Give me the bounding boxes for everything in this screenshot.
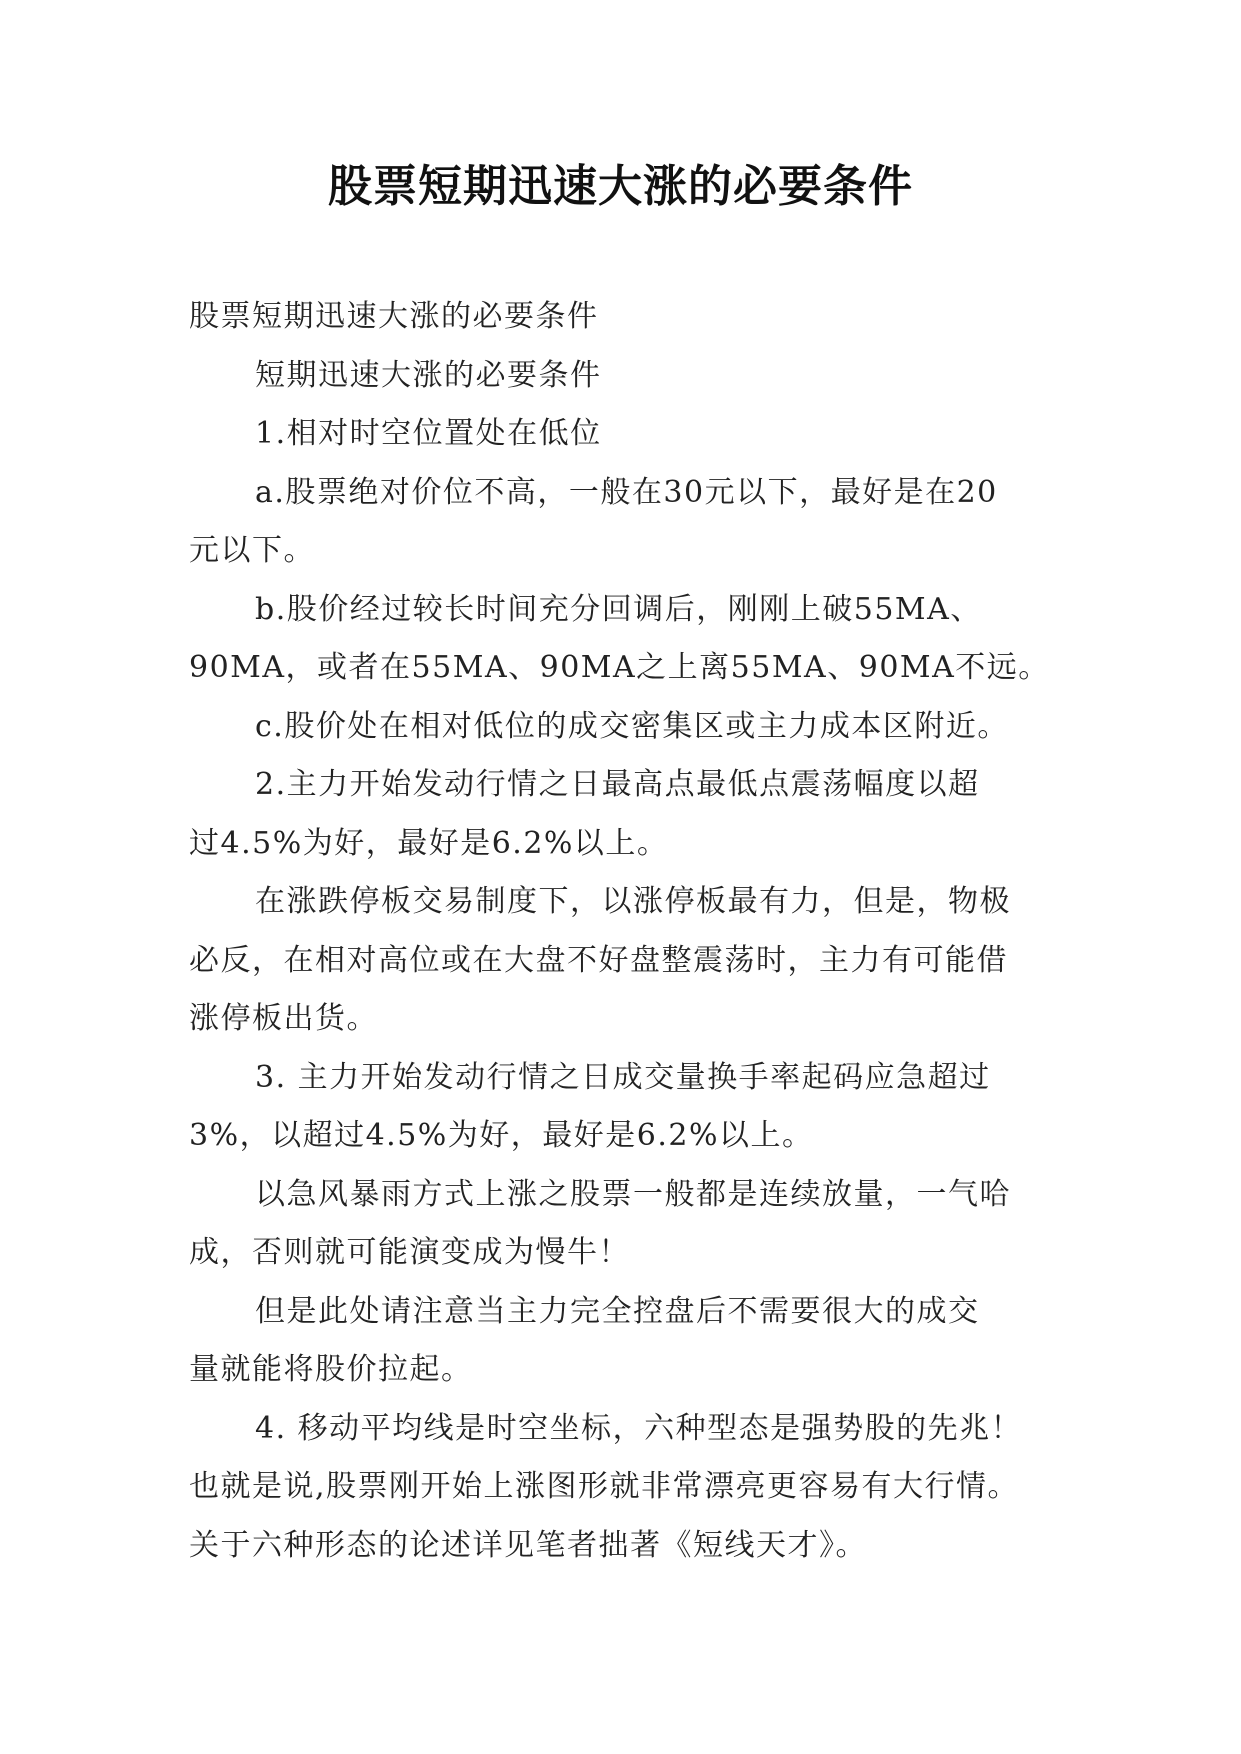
body-line-15: 3%，以超过4.5%为好，最好是6.2%以上。 [189,1118,814,1153]
body-line-1: 股票短期迅速大涨的必要条件 [189,299,599,334]
body-line-16: 以急风暴雨方式上涨之股票一般都是连续放量，一气哈 [255,1176,1011,1212]
body-line-13: 涨停板出货。 [189,1001,378,1036]
body-line-10: 过4.5%为好，最好是6.2%以上。 [189,825,669,861]
body-line-17: 成，否则就可能演变成为慢牛！ [189,1235,630,1270]
body-line-9: 2.主力开始发动行情之日最高点最低点震荡幅度以超 [255,767,980,802]
body-line-22: 关于六种形态的论述详见笔者拙著《短线天才》。 [189,1527,867,1563]
document-title: 股票短期迅速大涨的必要条件 [328,161,913,212]
body-line-2: 短期迅速大涨的必要条件 [255,357,602,393]
body-line-11: 在涨跌停板交易制度下，以涨停板最有力，但是，物极 [255,884,1011,919]
body-line-20: 4. 移动平均线是时空坐标，六种型态是强势股的先兆！ [255,1410,1023,1446]
body-line-3: 1.相对时空位置处在低位 [255,416,602,451]
body-line-7: 90MA，或者在55MA、90MA之上离55MA、90MA不远。 [189,650,1050,685]
document-body [189,288,1049,1575]
body-line-12: 必反，在相对高位或在大盘不好盘整震荡时，主力有可能借 [189,942,1008,978]
body-line-4: a.股票绝对价位不高，一般在30元以下，最好是在20 [255,474,998,510]
body-line-19: 量就能将股价拉起。 [189,1352,473,1387]
body-line-6: b.股价经过较长时间充分回调后，刚刚上破55MA、 [255,591,982,627]
body-line-18: 但是此处请注意当主力完全控盘后不需要很大的成交 [255,1293,980,1329]
body-line-21: 也就是说,股票刚开始上涨图形就非常漂亮更容易有大行情。 [189,1469,1020,1504]
body-line-14: 3. 主力开始发动行情之日成交量换手率起码应急超过 [255,1059,991,1095]
body-line-8: c.股价处在相对低位的成交密集区或主力成本区附近。 [255,708,1009,744]
body-line-5: 元以下。 [189,533,315,568]
